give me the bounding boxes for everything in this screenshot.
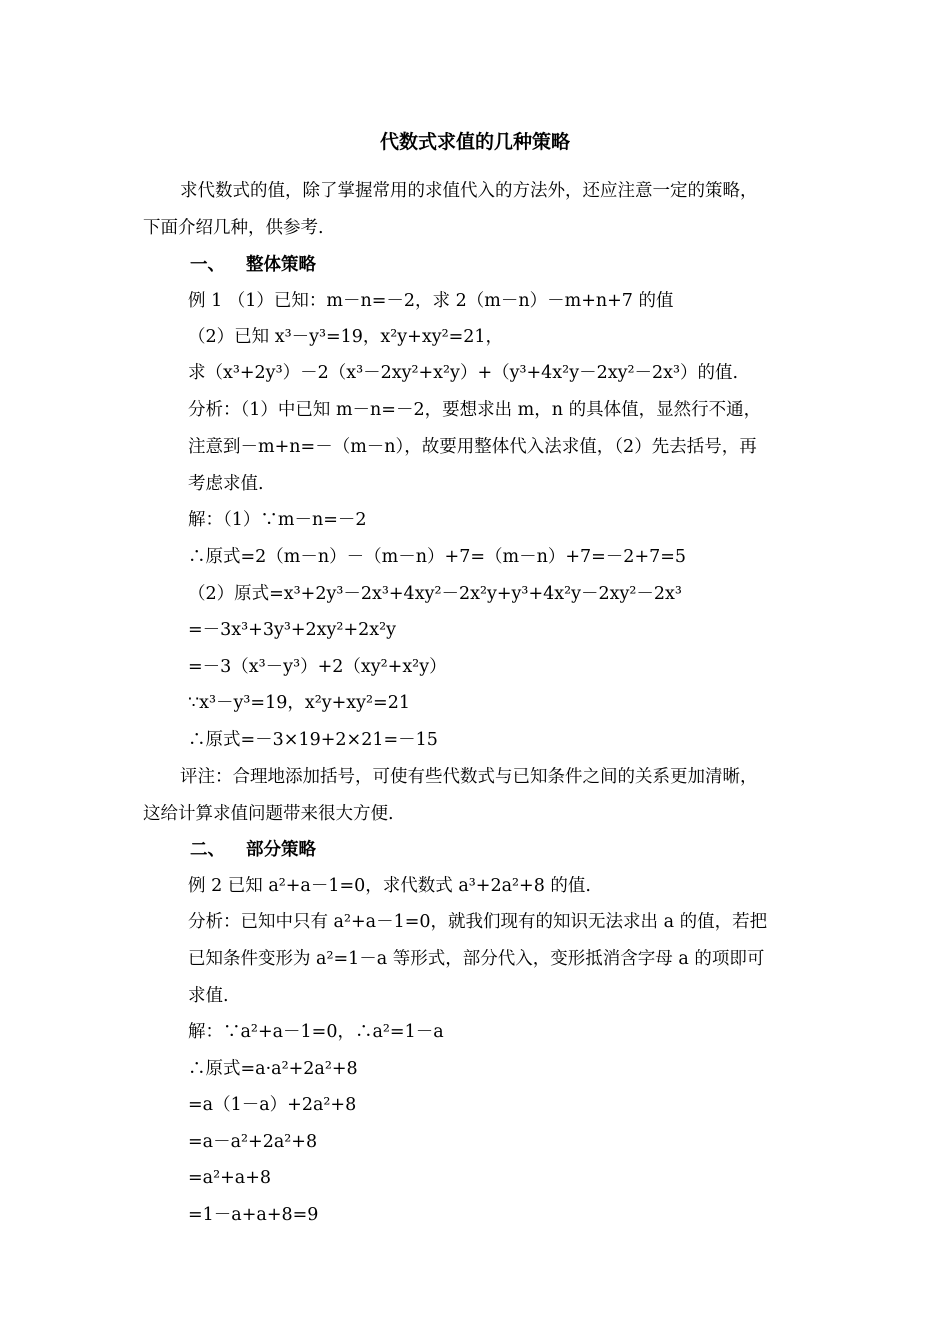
section-number: 二、 (190, 840, 225, 860)
solution-line: =a²+a+8 (188, 1168, 272, 1188)
section-title: 部分策略 (246, 840, 316, 860)
solution-line: ∴原式=a·a²+2a²+8 (188, 1059, 358, 1079)
intro-line-1: 求代数式的值，除了掌握常用的求值代入的方法外，还应注意一定的策略， (180, 181, 758, 201)
solution-line: ∴原式=－3×19+2×21=－15 (188, 730, 438, 750)
solution-line: =1－a+a+8=9 (188, 1205, 319, 1225)
analysis-line: 已知条件变形为 a²=1－a 等形式，部分代入，变形抵消含字母 a 的项即可 (188, 949, 765, 969)
solution-line: =－3x³+3y³+2xy²+2x²y (188, 620, 397, 640)
section-number: 一、 (190, 255, 225, 275)
document-title: 代数式求值的几种策略 (379, 131, 570, 153)
solution-line: =－3（x³－y³）+2（xy²+x²y） (188, 657, 447, 677)
section-heading-1 (190, 254, 316, 276)
solution-line: =a－a²+2a²+8 (188, 1132, 318, 1152)
solution-line: =a（1－a）+2a²+8 (188, 1095, 357, 1115)
example-1-expression: 求（x³+2y³）－2（x³－2xy²+x²y）+（y³+4x²y－2xy²－2x³）的值. (188, 363, 739, 383)
analysis-line: 分析：已知中只有 a²+a－1=0，就我们现有的知识无法求出 a 的值，若把 (188, 912, 768, 932)
analysis-line: 求值. (188, 986, 229, 1006)
solution-line: 解：（1）∵m－n=－2 (188, 510, 367, 530)
analysis-line: 分析：（1）中已知 m－n=－2，要想求出 m，n 的具体值，显然行不通， (188, 400, 762, 420)
comment-line-2: 这给计算求值问题带来很大方便. (143, 804, 394, 824)
section-title: 整体策略 (246, 255, 316, 275)
solution-line: ∵x³－y³=19，x²y+xy²=21 (188, 693, 410, 713)
solution-line: 解：∵a²+a－1=0，∴a²=1－a (188, 1022, 444, 1042)
section-heading-2 (190, 839, 316, 861)
intro-line-2: 下面介绍几种，供参考. (143, 218, 324, 238)
solution-line: ∴原式=2（m－n）－（m－n）+7=（m－n）+7=－2+7=5 (188, 547, 687, 567)
comment-line-1: 评注：合理地添加括号，可使有些代数式与已知条件之间的关系更加清晰， (180, 767, 758, 787)
solution-line: （2）原式=x³+2y³－2x³+4xy²－2x²y+y³+4x²y－2xy²－2x³ (188, 584, 682, 604)
analysis-line: 注意到－m+n=－（m－n），故要用整体代入法求值，（2）先去括号，再 (188, 437, 757, 457)
example-1-part-2: （2）已知 x³－y³=19，x²y+xy²=21， (188, 327, 504, 347)
example-1-question: 例 1 （1）已知：m－n=－2，求 2（m－n）－m+n+7 的值 (188, 291, 674, 311)
analysis-line: 考虑求值. (188, 474, 264, 494)
example-2-question: 例 2 已知 a²+a－1=0，求代数式 a³+2a²+8 的值. (188, 876, 591, 896)
